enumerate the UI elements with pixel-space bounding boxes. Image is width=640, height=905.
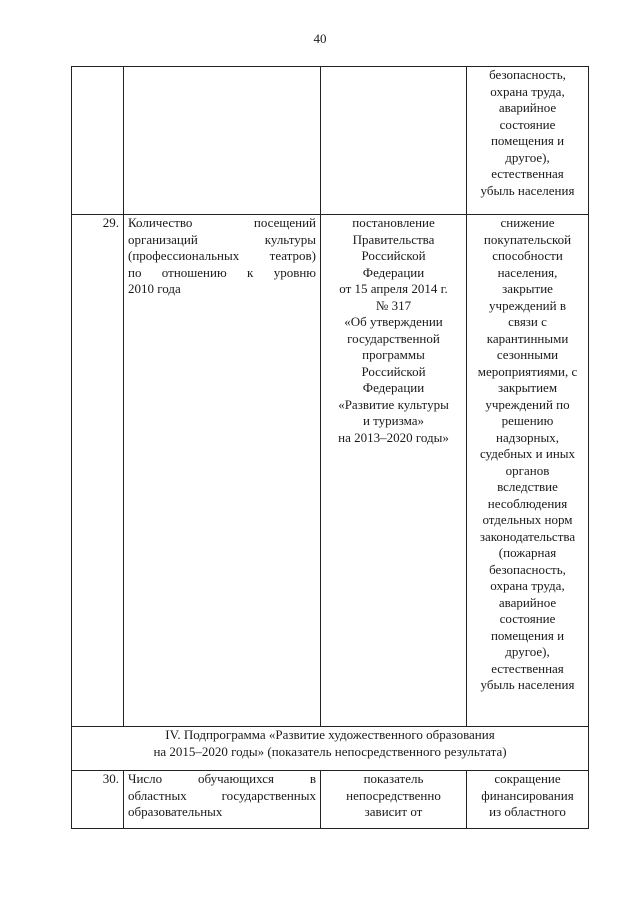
legal-basis-line: на 2013–2020 годы» bbox=[338, 429, 449, 445]
risk-line: снижение bbox=[500, 215, 555, 230]
legal-basis-line: № 317 bbox=[375, 297, 412, 313]
table-row-continuation bbox=[72, 67, 589, 215]
risk-line: закрытие bbox=[502, 281, 553, 296]
indicator-name-line: Количество посещений bbox=[128, 215, 316, 230]
risk-line: (пожарная bbox=[498, 545, 557, 560]
table-row-29 bbox=[72, 215, 589, 727]
legal-basis-cell bbox=[321, 771, 467, 829]
legal-basis-line: «Развитие культуры bbox=[338, 396, 449, 412]
risk-line: аварийное bbox=[498, 100, 557, 115]
legal-basis-line: программы bbox=[362, 347, 425, 362]
risk-line: охрана труда, bbox=[490, 578, 565, 593]
row-number-cell bbox=[72, 67, 124, 215]
risk-line: способности bbox=[492, 248, 563, 263]
risk-line: охрана труда, bbox=[490, 83, 565, 99]
risk-line: убыль населения bbox=[480, 182, 575, 198]
risk-factors-cell bbox=[467, 215, 589, 727]
legal-basis-line: Российской bbox=[361, 363, 426, 379]
indicator-name-cell bbox=[124, 67, 321, 215]
legal-basis-line: Российской bbox=[361, 248, 426, 263]
risk-line: аварийное bbox=[498, 594, 557, 610]
legal-basis-line: государственной bbox=[347, 330, 440, 346]
risk-line: безопасность, bbox=[489, 67, 566, 82]
risk-factors-cell bbox=[467, 771, 589, 829]
legal-basis-cell bbox=[321, 215, 467, 727]
legal-basis-line: непосредственно bbox=[346, 787, 441, 803]
risk-line: безопасность, bbox=[489, 561, 566, 577]
risk-line: закрытием bbox=[497, 380, 558, 395]
risk-line: надзорных, bbox=[495, 429, 559, 445]
legal-basis-line: показатель bbox=[363, 771, 424, 786]
legal-basis-line: Федерации bbox=[362, 264, 425, 280]
risk-line: сокращение bbox=[494, 771, 561, 786]
legal-basis-cell bbox=[321, 67, 467, 215]
legal-basis-line: зависит от bbox=[364, 804, 423, 819]
risk-line: из областного bbox=[489, 804, 566, 819]
legal-basis-line: Федерации bbox=[362, 380, 425, 395]
risk-line: естественная bbox=[491, 660, 564, 676]
risk-line: мероприятиями, с bbox=[477, 363, 578, 379]
page-number: 40 bbox=[313, 31, 327, 46]
subprogram-heading bbox=[72, 727, 589, 771]
subprogram-heading-line: IV. Подпрограмма «Развитие художественного образования bbox=[165, 727, 495, 742]
risk-line: учреждений в bbox=[489, 297, 566, 313]
legal-basis-line: постановление bbox=[352, 215, 435, 230]
legal-basis-line: «Об утверждении bbox=[344, 314, 443, 329]
subprogram-heading-line: на 2015–2020 годы» (показатель непосредственного результата) bbox=[153, 743, 507, 759]
indicators-table bbox=[71, 66, 589, 829]
risk-line: решению bbox=[501, 413, 554, 428]
risk-line: отдельных норм bbox=[482, 512, 573, 527]
table-row-30 bbox=[72, 771, 589, 829]
risk-line: органов bbox=[505, 462, 550, 478]
indicator-name-line: 2010 года bbox=[128, 281, 181, 296]
risk-line: состояние bbox=[499, 611, 556, 626]
table-row-section-header bbox=[72, 727, 589, 771]
indicator-name-cell bbox=[124, 771, 321, 829]
risk-line: другое), bbox=[505, 644, 550, 659]
indicator-name-line: областных государственных bbox=[128, 787, 316, 803]
risk-line: учреждений по bbox=[485, 396, 570, 412]
row-number-cell: 30. bbox=[72, 771, 124, 829]
legal-basis-line: от 15 апреля 2014 г. bbox=[339, 281, 448, 296]
risk-line: населения, bbox=[497, 264, 558, 280]
risk-line: судебных и иных bbox=[479, 446, 576, 461]
risk-line: законодательства bbox=[479, 528, 576, 544]
indicator-name-line: образовательных bbox=[128, 804, 223, 819]
indicator-name-cell bbox=[124, 215, 321, 727]
indicator-name-line: организаций культуры bbox=[128, 231, 316, 247]
risk-line: карантинными bbox=[486, 330, 569, 346]
risk-line: вследствие bbox=[497, 479, 558, 494]
risk-line: другое), bbox=[505, 149, 550, 165]
row-number-cell: 29. bbox=[72, 215, 124, 727]
indicator-name-line: по отношению к уровню bbox=[128, 264, 316, 280]
risk-line: состояние bbox=[499, 116, 556, 132]
legal-basis-line: Правительства bbox=[352, 231, 435, 247]
risk-line: несоблюдения bbox=[487, 495, 568, 511]
risk-line: помещения и bbox=[490, 627, 565, 643]
risk-line: сезонными bbox=[496, 347, 559, 362]
indicator-name-line: Число обучающихся в bbox=[128, 771, 316, 786]
risk-line: помещения и bbox=[490, 133, 565, 148]
risk-line: естественная bbox=[491, 166, 564, 181]
risk-line: финансирования bbox=[481, 787, 574, 803]
legal-basis-line: и туризма» bbox=[362, 413, 425, 428]
risk-factors-cell bbox=[467, 67, 589, 215]
indicator-name-line: (профессиональных театров) bbox=[128, 248, 316, 263]
risk-line: убыль населения bbox=[480, 677, 575, 692]
risk-line: покупательской bbox=[483, 231, 572, 247]
risk-line: связи с bbox=[508, 314, 547, 329]
